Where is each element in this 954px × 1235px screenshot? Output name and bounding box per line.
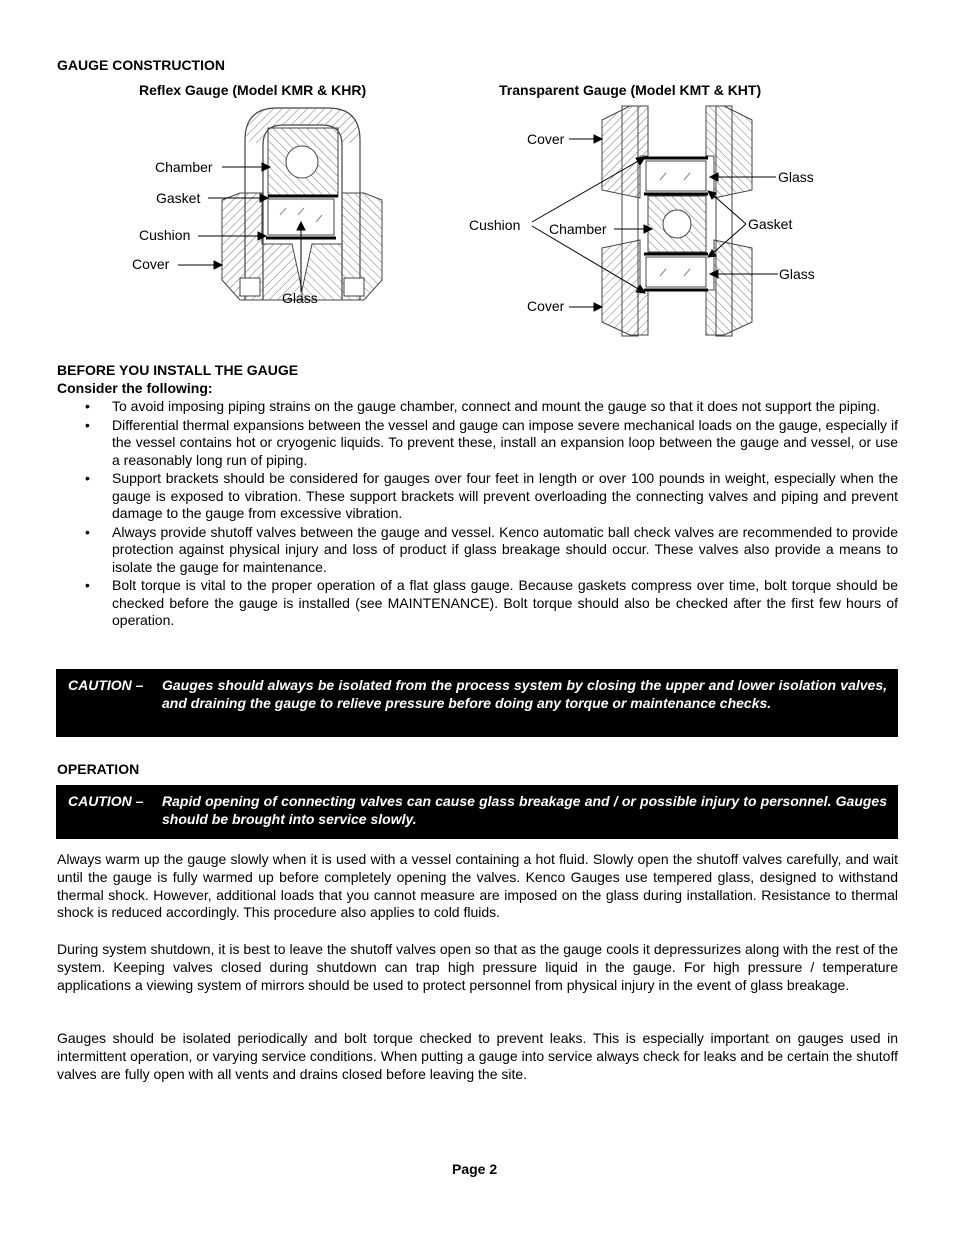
caution-box-isolation <box>56 669 898 737</box>
transparent-gauge-title: Transparent Gauge (Model KMT & KHT) <box>499 82 762 98</box>
operation-paragraph-shutdown: During system shutdown, it is best to leave the shutoff valves open so that as the gauge cools it depressurizes along with the rest of the system. Keeping valves closed during shutdown can trap high pressure liquid in the gauge. For high pressure / temperature applications a viewing system of mirrors should be used to protect personnel from physical injury in the event of glass breakage. <box>57 941 898 993</box>
transparent-glass-bottom <box>644 254 708 290</box>
list-item: • Always provide shutoff valves between the gauge and vessel. Kenco automatic ball check valves are recommended to provide protection against physical injury and loss of product if glass breakage should occur. These valves also provide a means to isolate the gauge for maintenance. <box>85 523 898 575</box>
reflex-label-cushion: Cushion <box>139 227 191 243</box>
install-considerations-list <box>57 398 898 631</box>
caution-text: Rapid opening of connecting valves can cause glass breakage and / or possible injury to personnel. Gauges should be brought into service slowly. <box>162 793 887 827</box>
operation-paragraph-warmup: Always warm up the gauge slowly when it is used with a vessel containing a hot fluid. Slowly open the shutoff valves carefully, and wait until the gauge is fully warmed up before completely opening the valves. Kenco Gauges use tempered glass, designed to withstand thermal shock. However, additional loads that you cannot measure are imposed on the glass during installation. Resistance to thermal shock is reduced accordingly. This procedure also applies to cold fluids. <box>57 851 898 921</box>
page-number: Page 2 <box>452 1161 498 1177</box>
reflex-chamber <box>268 128 338 196</box>
caution-text: Gauges should always be isolated from the process system by closing the upper and lower isolation valves, and draining the gauge to relieve pressure before doing any torque or maintenance checks. <box>162 677 887 711</box>
section-heading-before-install: BEFORE YOU INSTALL THE GAUGE <box>57 362 299 378</box>
caution-box-valves <box>56 785 898 839</box>
transparent-label-glass-top: Glass <box>778 169 814 185</box>
reflex-label-cover: Cover <box>132 256 170 272</box>
transparent-label-glass-bottom: Glass <box>779 266 815 282</box>
transparent-glass-top <box>644 158 708 194</box>
list-item: • Differential thermal expansions between the vessel and gauge can impose severe mechanical loads on the gauge, especially if the vessel contains hot or cryogenic liquids. To prevent these, install an expansion loop between the gauge and vessel, or use a reasonably long run of piping. <box>85 416 898 468</box>
reflex-label-glass: Glass <box>282 290 318 306</box>
consider-subheading: Consider the following: <box>57 380 213 396</box>
list-item: • Bolt torque is vital to the proper operation of a flat glass gauge. Because gaskets compress over time, bolt torque should be checked before the gauge is installed (see MAINTENANCE). Bolt torque should also be checked after the first few hours of operation. <box>85 577 898 628</box>
reflex-label-gasket: Gasket <box>156 190 201 206</box>
caution-label: CAUTION – <box>68 793 144 809</box>
transparent-label-gasket: Gasket <box>748 216 793 232</box>
reflex-label-chamber: Chamber <box>155 159 213 175</box>
caution-label: CAUTION – <box>68 677 144 693</box>
transparent-label-cushion: Cushion <box>469 217 521 233</box>
list-item: • To avoid imposing piping strains on the gauge chamber, connect and mount the gauge so that it does not support the piping. <box>85 398 881 414</box>
operation-paragraph-leaks: Gauges should be isolated periodically and bolt torque checked to prevent leaks. This is especially important on gauges used in intermittent operation, or varying service conditions. When putting a gauge into service always check for leaks and be certain the shutoff valves are fully open with all vents and drains closed before leaving the site. <box>57 1030 898 1082</box>
list-item-text: Always provide shutoff valves between the gauge and vessel. Kenco automatic ball check valves are recommended to provide protection against physical injury and loss of product if glass breakage should occur. These valves also provide a means to isolate the gauge for maintenance. <box>112 523 898 575</box>
list-item-text: To avoid imposing piping strains on the gauge chamber, connect and mount the gauge so that it does not support the piping. <box>112 398 881 414</box>
list-item-text: Support brackets should be considered for gauges over four feet in length or over 100 pounds in weight, especially when the gauge is exposed to vibration. These support brackets will prevent overloading the connecting valves and piping and prevent damage to the gauge from excessive vibration. <box>112 470 898 521</box>
transparent-label-cover-top: Cover <box>527 131 565 147</box>
section-heading-operation: OPERATION <box>57 761 140 777</box>
list-item-text: Bolt torque is vital to the proper operation of a flat glass gauge. Because gaskets compress over time, bolt torque should be checked before the gauge is installed (see MAINTENANCE). Bolt torque should also be checked after the first few hours of operation. <box>112 577 898 628</box>
transparent-chamber <box>648 196 706 252</box>
list-item: • Support brackets should be considered for gauges over four feet in length or over 100 pounds in weight, especially when the gauge is exposed to vibration. These support brackets will prevent overloading the connecting valves and piping and prevent damage to the gauge from excessive vibration. <box>85 470 898 521</box>
reflex-gauge-title: Reflex Gauge (Model KMR & KHR) <box>139 82 367 98</box>
transparent-label-chamber: Chamber <box>549 221 607 237</box>
list-item-text: Differential thermal expansions between the vessel and gauge can impose severe mechanical loads on the gauge, especially if the vessel contains hot or cryogenic liquids. To prevent these, install an expansion loop between the gauge and vessel, or use a reasonably long run of piping. <box>112 416 898 468</box>
transparent-label-cover-bottom: Cover <box>527 298 565 314</box>
section-heading-gauge-construction: GAUGE CONSTRUCTION <box>57 57 225 73</box>
